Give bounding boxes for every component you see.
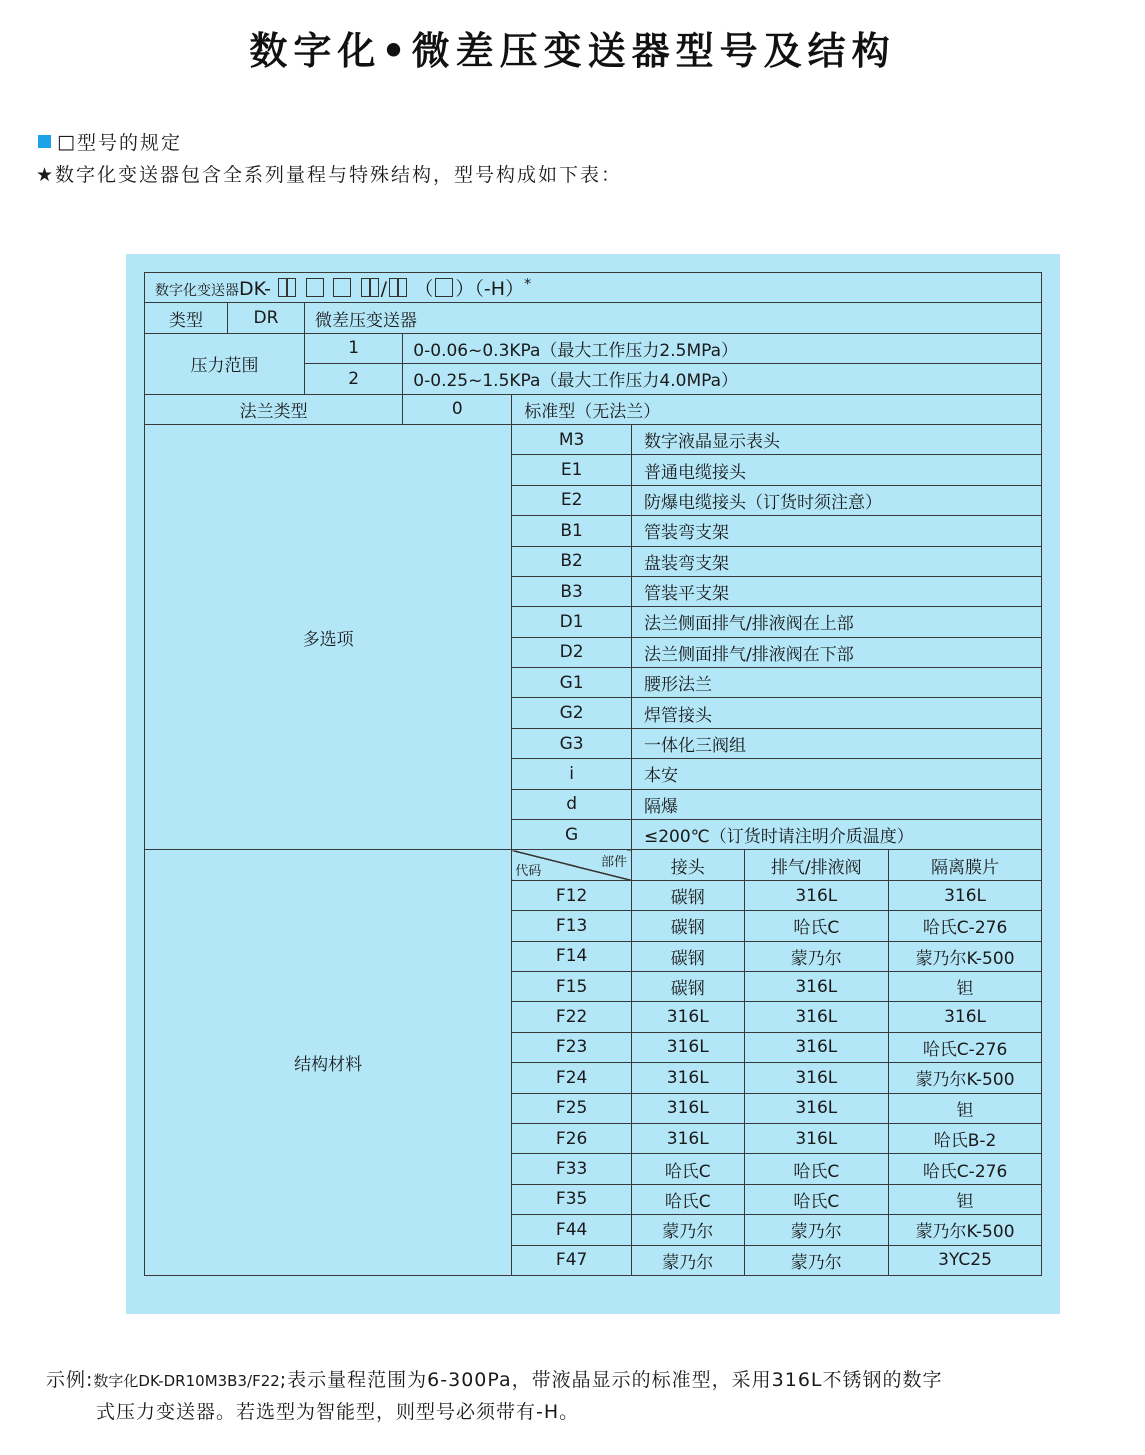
material-code: F44 (512, 1215, 632, 1245)
material-code: F14 (512, 941, 632, 971)
material-joint: 碳钢 (631, 880, 744, 910)
range-desc: 0-0.25~1.5KPa（最大工作压力4.0MPa） (403, 364, 1042, 394)
material-joint: 316L (631, 1032, 744, 1062)
materials-col-header: 排气/排液阀 (744, 850, 889, 880)
type-label: 类型 (145, 303, 228, 333)
material-code: F23 (512, 1032, 632, 1062)
material-valve: 哈氏C (744, 1154, 889, 1184)
material-diaphragm: 钽 (889, 971, 1042, 1001)
material-diaphragm: 钽 (889, 1184, 1042, 1214)
placeholder-box-icon (333, 278, 351, 297)
material-joint: 碳钢 (631, 941, 744, 971)
example-text-2: 式压力变送器。若选型为智能型，则型号必须带有-H。 (96, 1401, 580, 1423)
model-star: * (524, 276, 532, 293)
option-desc: 法兰侧面排气/排液阀在下部 (631, 637, 1041, 667)
option-desc: ≤200℃（订货时请注明介质温度） (631, 820, 1041, 850)
material-diaphragm: 哈氏C-276 (889, 911, 1042, 941)
option-desc: 腰形法兰 (631, 668, 1041, 698)
model-spec-table (144, 272, 1042, 1276)
option-code: D2 (512, 637, 632, 667)
material-joint: 蒙乃尔 (631, 1245, 744, 1275)
material-valve: 哈氏C (744, 911, 889, 941)
option-desc: 法兰侧面排气/排液阀在上部 (631, 607, 1041, 637)
model-code-cell (145, 273, 1042, 303)
option-code: G (512, 820, 632, 850)
materials-col-header: 隔离膜片 (889, 850, 1042, 880)
material-joint: 蒙乃尔 (631, 1215, 744, 1245)
example-note (46, 1365, 1126, 1428)
model-close-paren: ） (455, 278, 475, 301)
section-heading (38, 128, 182, 155)
option-desc: 隔爆 (631, 789, 1041, 819)
placeholder-box-icon (306, 278, 324, 297)
material-diaphragm: 蒙乃尔K-500 (889, 941, 1042, 971)
material-joint: 316L (631, 1123, 744, 1153)
range-code: 1 (304, 333, 402, 363)
option-code: B1 (512, 516, 632, 546)
model-prefix: DK- (239, 278, 271, 301)
material-valve: 哈氏C (744, 1184, 889, 1214)
option-desc: 普通电缆接头 (631, 455, 1041, 485)
blue-square-icon (38, 135, 51, 148)
materials-label: 结构材料 (145, 850, 512, 1275)
material-joint: 哈氏C (631, 1154, 744, 1184)
material-code: F33 (512, 1154, 632, 1184)
material-joint: 316L (631, 1093, 744, 1123)
material-diaphragm: 蒙乃尔K-500 (889, 1215, 1042, 1245)
material-diaphragm: 蒙乃尔K-500 (889, 1063, 1042, 1093)
diag-part-label: 部件 (600, 855, 627, 871)
option-code: G1 (512, 668, 632, 698)
option-code: G2 (512, 698, 632, 728)
option-code: G3 (512, 728, 632, 758)
material-diaphragm: 钽 (889, 1093, 1042, 1123)
code-part-diagonal-cell (512, 850, 632, 880)
page-title: 数字化•微差压变送器型号及结构 (249, 29, 896, 73)
option-desc: 防爆电缆接头（订货时须注意） (631, 485, 1041, 515)
example-text-1: ;表示量程范围为6-300Pa，带液晶显示的标准型，采用316L不锈钢的数字 (279, 1369, 943, 1391)
materials-header-row (145, 850, 1042, 880)
option-desc: 管装平支架 (631, 576, 1041, 606)
model-code-row (145, 273, 1042, 303)
range-code: 2 (304, 364, 402, 394)
placeholder-box-icon (389, 278, 407, 297)
option-desc: 管装弯支架 (631, 516, 1041, 546)
option-code: d (512, 789, 632, 819)
example-lead: 示例: (46, 1369, 94, 1391)
option-code: i (512, 759, 632, 789)
intro-text: ★数字化变送器包含全系列量程与特殊结构，型号构成如下表： (36, 164, 623, 186)
option-code: D1 (512, 607, 632, 637)
option-code: E1 (512, 455, 632, 485)
flange-label: 法兰类型 (145, 394, 403, 424)
placeholder-box-icon (361, 278, 379, 297)
options-label: 多选项 (145, 424, 512, 849)
option-code: B2 (512, 546, 632, 576)
material-diaphragm: 哈氏C-276 (889, 1154, 1042, 1184)
option-desc: 盘装弯支架 (631, 546, 1041, 576)
material-diaphragm: 316L (889, 1002, 1042, 1032)
type-row (145, 303, 1042, 333)
material-joint: 哈氏C (631, 1184, 744, 1214)
range-row (145, 333, 1042, 363)
material-valve: 316L (744, 1093, 889, 1123)
material-valve: 蒙乃尔 (744, 1245, 889, 1275)
option-desc: 本安 (631, 759, 1041, 789)
model-slash: / (380, 278, 387, 301)
material-valve: 316L (744, 1002, 889, 1032)
placeholder-box-icon (435, 278, 453, 297)
model-suffix: （-H） (474, 278, 525, 301)
material-code: F47 (512, 1245, 632, 1275)
material-code: F25 (512, 1093, 632, 1123)
material-valve: 316L (744, 1063, 889, 1093)
materials-col-header: 接头 (631, 850, 744, 880)
material-diaphragm: 316L (889, 880, 1042, 910)
material-code: F15 (512, 971, 632, 1001)
flange-row (145, 394, 1042, 424)
option-row (145, 424, 1042, 454)
type-desc: 微差压变送器 (304, 303, 1041, 333)
material-valve: 316L (744, 880, 889, 910)
model-label: 数字化变送器 (155, 283, 239, 300)
material-valve: 316L (744, 1123, 889, 1153)
material-code: F26 (512, 1123, 632, 1153)
material-joint: 碳钢 (631, 911, 744, 941)
material-diaphragm: 哈氏B-2 (889, 1123, 1042, 1153)
type-code: DR (227, 303, 304, 333)
material-valve: 316L (744, 1032, 889, 1062)
option-desc: 焊管接头 (631, 698, 1041, 728)
example-model: 数字化DK-DR10M3B3/F22 (93, 1372, 280, 1390)
range-desc: 0-0.06~0.3KPa（最大工作压力2.5MPa） (403, 333, 1042, 363)
material-valve: 316L (744, 971, 889, 1001)
material-joint: 316L (631, 1002, 744, 1032)
material-joint: 316L (631, 1063, 744, 1093)
material-valve: 蒙乃尔 (744, 941, 889, 971)
section-marker: □ (57, 130, 77, 153)
material-code: F12 (512, 880, 632, 910)
flange-desc: 标准型（无法兰） (512, 394, 1042, 424)
material-valve: 蒙乃尔 (744, 1215, 889, 1245)
option-code: B3 (512, 576, 632, 606)
material-code: F24 (512, 1063, 632, 1093)
placeholder-box-icon (278, 278, 296, 297)
material-diaphragm: 3YC25 (889, 1245, 1042, 1275)
diag-code-label: 代码 (515, 863, 542, 879)
material-joint: 碳钢 (631, 971, 744, 1001)
option-code: E2 (512, 485, 632, 515)
material-code: F13 (512, 911, 632, 941)
material-code: F22 (512, 1002, 632, 1032)
material-diaphragm: 哈氏C-276 (889, 1032, 1042, 1062)
model-open-paren: （ (414, 278, 434, 301)
range-label: 压力范围 (145, 333, 305, 394)
section-heading-text: 型号的规定 (76, 132, 182, 154)
option-desc: 数字液晶显示表头 (631, 424, 1041, 454)
option-code: M3 (512, 424, 632, 454)
option-desc: 一体化三阀组 (631, 728, 1041, 758)
flange-code: 0 (403, 394, 512, 424)
material-code: F35 (512, 1184, 632, 1214)
